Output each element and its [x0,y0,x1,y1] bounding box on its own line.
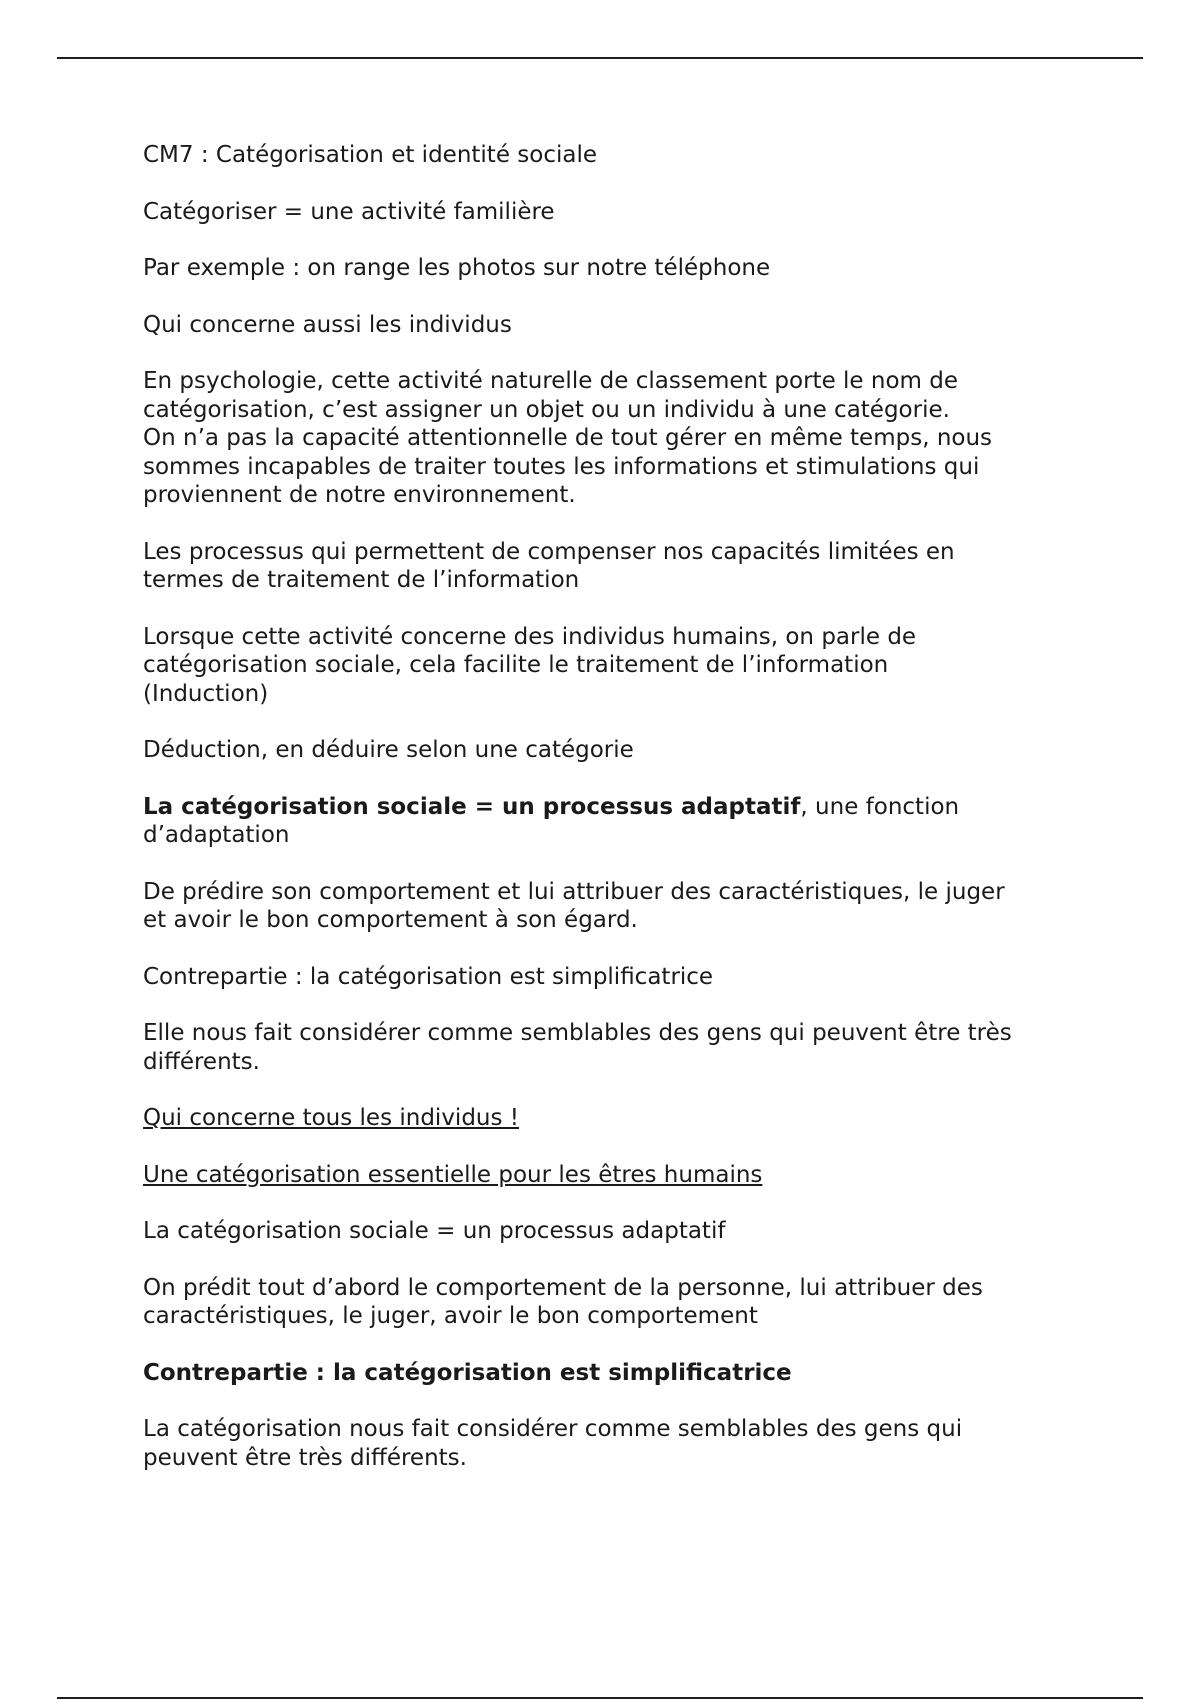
document-body [143,141,1073,1500]
paragraph: Lorsque cette activité concerne des individus humains, on parle de catégorisation sociale, cela facilite le traitement de l’information (Induction) [143,623,917,707]
paragraph: Déduction, en déduire selon une catégorie [143,737,634,763]
paragraph: La catégorisation sociale = un processus adaptatif [143,1218,726,1244]
bold-heading: Contrepartie : la catégorisation est simplificatrice [143,1359,792,1386]
paragraph: Catégoriser = une activité familière [143,198,555,225]
document-title: CM7 : Catégorisation et identité sociale [143,142,598,168]
statement-continuation: , une fonction d’adaptation [143,793,960,848]
paragraph: On prédit tout d’abord le comportement de la personne, lui attribuer des caractéristiques, le juger, avoir le bon comportement [143,1274,983,1329]
footer-rule [57,1697,1143,1699]
paragraph: De prédire son comportement et lui attribuer des caractéristiques, le juger et avoir le bon comportement à son égard. [143,878,1005,933]
paragraph-mixed [143,793,1073,850]
paragraph: Les processus qui permettent de compenser nos capacités limitées en termes de traitement de l’information [143,538,955,593]
underlined-heading: Une catégorisation essentielle pour les êtres humains [143,1161,763,1188]
paragraph: Contrepartie : la catégorisation est simplificatrice [143,963,714,990]
paragraph: Elle nous fait considérer comme semblables des gens qui peuvent être très différents. [143,1020,1012,1075]
paragraph: Par exemple : on range les photos sur notre téléphone [143,255,771,281]
paragraph: Qui concerne aussi les individus [143,311,512,338]
paragraph: En psychologie, cette activité naturelle de classement porte le nom de catégorisation, c’est assigner un objet ou un individu à une catégorie. On n’a pas la capacité attentionnelle de tout gérer en même temps, nous sommes incapables de traiter toutes les informations et stimulations qui proviennent de notre environnement. [143,368,993,508]
paragraph: La catégorisation nous fait considérer comme semblables des gens qui peuvent être très différents. [143,1416,963,1471]
header-rule [57,57,1143,59]
underlined-heading: Qui concerne tous les individus ! [143,1105,520,1131]
bold-statement: La catégorisation sociale = un processus adaptatif [143,793,801,820]
